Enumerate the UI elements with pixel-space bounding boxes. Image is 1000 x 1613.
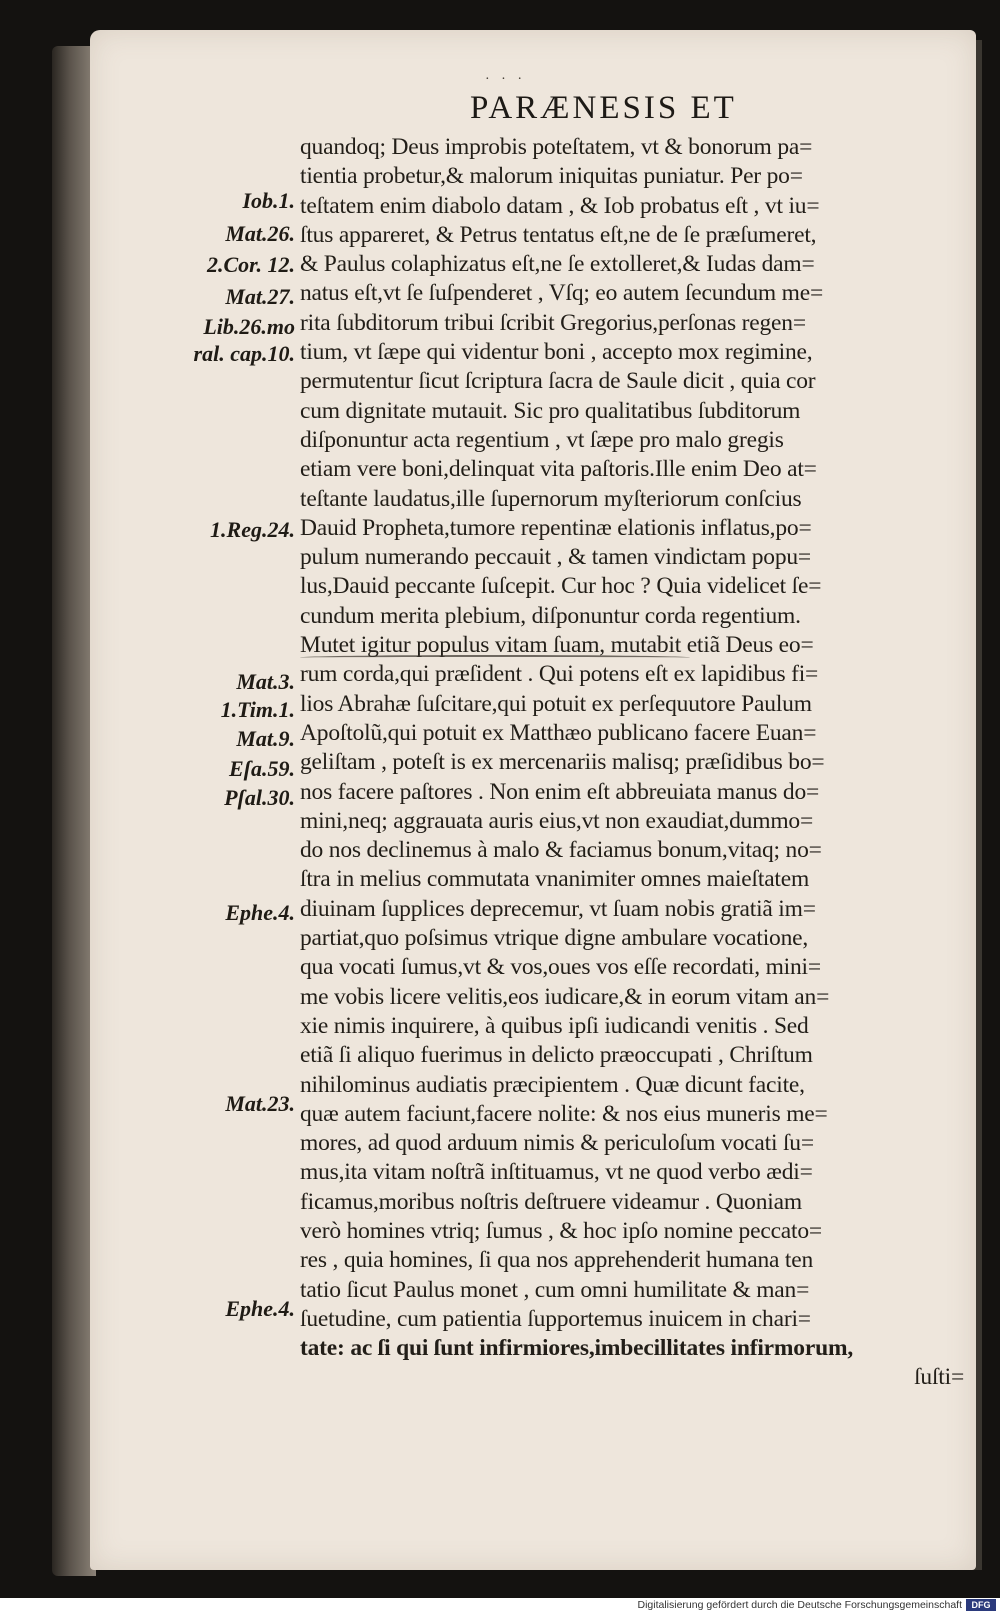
margin-reference: Iob.1.	[242, 188, 295, 213]
margin-reference: 1.Reg.24.	[210, 517, 295, 542]
text-line: lus,Dauid peccante ſuſcepit. Cur hoc ? Quia videlicet ſe=	[300, 573, 822, 600]
catchword: ſuſti=	[914, 1364, 964, 1391]
text-line: quandoq; Deus improbis poteſtatem, vt & bonorum pa=	[300, 134, 813, 160]
text-line: teſtatem enim diabolo datam , & Iob probatus eſt , vt iu=	[300, 192, 820, 219]
running-head: PARÆNESIS ET	[470, 90, 737, 126]
text-line: ſtra in melius commutata vnanimiter omnes maieſtatem	[300, 866, 810, 893]
text-line: mus,ita vitam noſtrã inſtituamus, vt ne quod verbo ædi=	[300, 1159, 813, 1186]
body-text	[300, 133, 972, 1393]
text-line: natus eſt,vt ſe ſuſpenderet , Vſq; eo autem ſecundum me=	[300, 280, 824, 307]
text-line: etiam vere boni,delinquat vita paſtoris.Ille enim Deo at=	[300, 456, 817, 483]
margin-reference: Pſal.30.	[224, 785, 295, 810]
margin-reference: Mat.3.	[236, 669, 295, 694]
text-line: ficamus,moribus noſtris deſtruere videamur . Quoniam	[300, 1188, 802, 1215]
text-line: pulum numerando peccauit , & tamen vindictam popu=	[300, 544, 811, 571]
text-line: cundum merita plebium, diſponuntur corda regentium.	[300, 602, 801, 629]
text-line: ſtus appareret, & Petrus tentatus eſt,ne de ſe præſumeret,	[300, 221, 817, 248]
text-line: do nos declinemus à malo & faciamus bonum,vitaq; no=	[300, 837, 822, 864]
text-line: tium, vt ſæpe qui videntur boni , accepto mox regimine,	[300, 339, 813, 366]
text-line: nos facere paſtores . Non enim eſt abbreuiata manus do=	[300, 778, 820, 805]
head-marks: · · ·	[485, 72, 526, 87]
text-line: quæ autem faciunt,facere nolite: & nos eius muneris me=	[300, 1100, 828, 1127]
text-line: teſtante laudatus,ille ſupernorum myſteriorum conſcius	[300, 485, 802, 512]
text-line: Mutet igitur populus vitam ſuam, mutabit etiã Deus eo=	[300, 632, 814, 659]
margin-reference: Mat.9.	[236, 726, 295, 751]
margin-reference: Mat.26.	[225, 221, 295, 246]
margin-reference: 1.Tim.1.	[220, 697, 295, 722]
text-line: rita ſubditorum tribui ſcribit Gregorius,perſonas regen=	[300, 309, 806, 336]
text-line: cum dignitate mutauit. Sic pro qualitatibus ſubditorum	[300, 397, 801, 424]
text-line: diuinam ſupplices deprecemur, vt ſuam nobis gratiã im=	[300, 895, 816, 922]
text-line: partiat,quo poſsimus vtrique digne ambulare vocatione,	[300, 925, 809, 952]
margin-reference: Mat.23.	[225, 1091, 295, 1116]
text-line: geliſtam , poteſt is ex mercenariis malisq; præſidibus bo=	[300, 749, 825, 776]
text-line: mini,neq; aggrauata auris eius,vt non exaudiat,dummo=	[300, 807, 813, 834]
dfg-logo: DFG	[966, 1599, 996, 1611]
text-line: xie nimis inquirere, à quibus ipſi iudicandi venitis . Sed	[300, 1012, 809, 1039]
margin-reference: Mat.27.	[225, 284, 295, 309]
text-line: tatio ſicut Paulus monet , cum omni humilitate & man=	[300, 1276, 810, 1303]
text-line: diſponuntur acta regentium , vt ſæpe pro malo gregis	[300, 426, 784, 453]
text-line: qua vocati ſumus,vt & vos,oues vos eſſe recordati, mini=	[300, 954, 821, 981]
margin-reference: 2.Cor. 12.	[206, 252, 295, 277]
handwritten-underline	[300, 655, 690, 660]
text-line: res , quia homines, ſi qua nos apprehenderit humana ten	[300, 1247, 814, 1274]
text-line: verò homines vtriq; ſumus , & hoc ipſo nomine peccato=	[300, 1217, 822, 1244]
text-line: me vobis licere velitis,eos iudicare,& in eorum vitam an=	[300, 983, 830, 1010]
text-line: tate: ac ſi qui ſunt infirmiores,imbecillitates infirmorum,	[300, 1335, 853, 1362]
margin-reference: ral. cap.10.	[193, 341, 295, 366]
text-line: nihilominus audiatis præcipientem . Quæ dicunt facite,	[300, 1071, 805, 1098]
text-line: tientia probetur,& malorum iniquitas puniatur. Per po=	[300, 163, 803, 190]
text-line: etiã ſi aliquo fuerimus in delicto præoccupati , Chriſtum	[300, 1042, 813, 1069]
text-line: & Paulus colaphizatus eſt,ne ſe extolleret,& Iudas dam=	[300, 251, 815, 278]
text-line: permutentur ſicut ſcriptura ſacra de Saule dicit , quia cor	[300, 368, 816, 395]
margin-reference: Eſa.59.	[229, 756, 295, 781]
text-line: rum corda,qui præſident . Qui potens eſt ex lapidibus fi=	[300, 661, 819, 688]
text-line: lios Abrahæ ſuſcitare,qui potuit ex perſequutore Paulum	[300, 690, 812, 717]
text-line: Dauid Propheta,tumore repentinæ elationis inflatus,po=	[300, 514, 812, 541]
margin-reference: Lib.26.mo	[203, 314, 295, 339]
funding-credit: Digitalisierung gefördert durch die Deutsche Forschungsgemeinschaft	[637, 1599, 962, 1611]
margin-reference: Ephe.4.	[225, 900, 295, 925]
margin-reference: Ephe.4.	[225, 1296, 295, 1321]
text-line: mores, ad quod arduum nimis & periculoſum vocati ſu=	[300, 1130, 814, 1157]
text-line: Apoſtolũ,qui potuit ex Matthæo publicano facere Euan=	[300, 719, 817, 746]
text-line: ſuetudine, cum patientia ſupportemus inuicem in chari=	[300, 1305, 811, 1332]
